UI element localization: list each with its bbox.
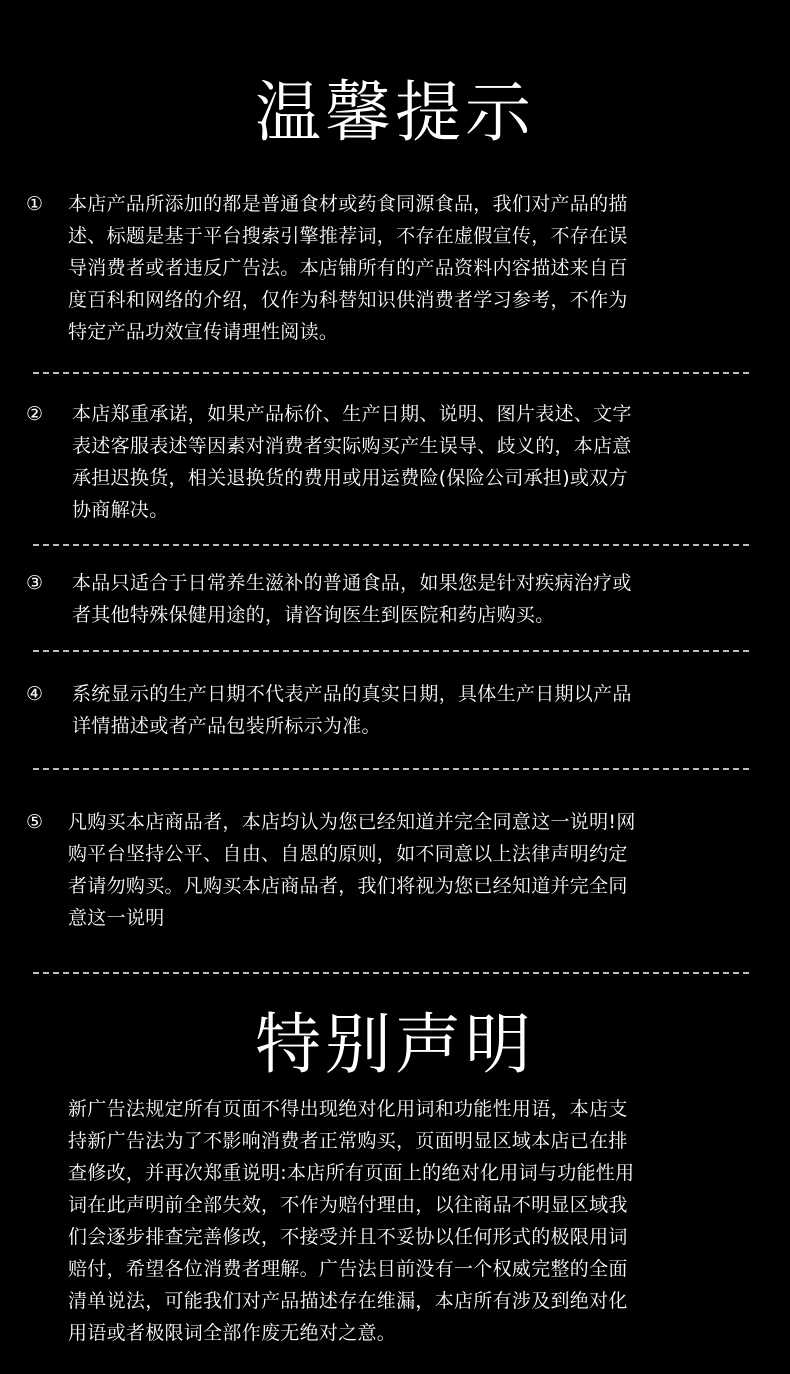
- statement-line: 们会逐步排查完善修改，不接受并且不妥协以任何形式的极限用词: [68, 1226, 628, 1248]
- item-line: 意这一说明: [68, 907, 165, 929]
- notice-title: 温馨提示: [255, 74, 535, 151]
- item-line: 详情描述或者产品包装所标示为准。: [72, 715, 381, 737]
- statement-line: 清单说法，可能我们对产品描述存在维漏，本店所有涉及到绝对化: [68, 1290, 628, 1312]
- item-line: 特定产品功效宣传请理性阅读。: [68, 321, 339, 343]
- item-number: ①: [26, 193, 44, 215]
- item-line: 协商解决。: [72, 499, 169, 521]
- item-line: 购平台坚持公平、自由、自恩的原则，如不同意以上法律声明约定: [68, 843, 628, 865]
- statement-line: 词在此声明前全部失效，不作为赔付理由，以往商品不明显区域我: [68, 1194, 628, 1216]
- item-line: 表述客服表述等因素对消费者实际购买产生误导、歧义的，本店意: [72, 435, 632, 457]
- statement-title: 特别声明: [255, 1006, 535, 1083]
- statement-line: 持新广告法为了不影响消费者正常购买，页面明显区域本店已在排: [68, 1130, 628, 1152]
- item-line: 系统显示的生产日期不代表产品的真实日期，具体生产日期以产品: [72, 683, 632, 705]
- item-number: ④: [26, 683, 44, 705]
- item-line: 凡购买本店商品者，本店均认为您已经知道并完全同意这一说明!网: [68, 811, 636, 833]
- statement-line: 赔付，希望各位消费者理解。广告法目前没有一个权威完整的全面: [68, 1258, 628, 1280]
- statement-line: 用语或者极限词全部作废无绝对之意。: [68, 1322, 397, 1344]
- item-line: 者其他特殊保健用途的，请咨询医生到医院和药店购买。: [72, 604, 555, 626]
- item-line: 本店郑重承诺，如果产品标价、生产日期、说明、图片表述、文字: [72, 403, 632, 425]
- item-line: 本品只适合于日常养生滋补的普通食品，如果您是针对疾病治疗或: [72, 572, 632, 594]
- item-line: 本店产品所添加的都是普通食材或药食同源食品，我们对产品的描: [68, 193, 628, 215]
- item-number: ②: [26, 403, 44, 425]
- item-number: ⑤: [26, 811, 44, 833]
- item-line: 者请勿购买。凡购买本店商品者，我们将视为您已经知道并完全同: [68, 875, 628, 897]
- item-line: 度百科和网络的介绍，仅作为科替知识供消费者学习参考，不作为: [68, 289, 628, 311]
- item-line: 导消费者或者违反广告法。本店铺所有的产品资料内容描述来自百: [68, 257, 628, 279]
- statement-line: 新广告法规定所有页面不得出现绝对化用词和功能性用语，本店支: [68, 1098, 628, 1120]
- dashed-divider: [33, 650, 749, 652]
- dashed-divider: [33, 768, 749, 770]
- item-line: 述、标题是基于平台搜索引擎推荐词，不存在虚假宣传，不存在误: [68, 225, 628, 247]
- statement-line: 查修改，并再次郑重说明:本店所有页面上的绝对化用词与功能性用: [68, 1162, 635, 1184]
- item-line: 承担迟换货，相关退换货的费用或用运费险(保险公司承担)或双方: [72, 467, 628, 489]
- dashed-divider: [33, 544, 749, 546]
- dashed-divider: [33, 372, 749, 374]
- dashed-divider: [33, 972, 749, 974]
- item-number: ③: [26, 572, 44, 594]
- statement-paragraph: [68, 1093, 634, 1349]
